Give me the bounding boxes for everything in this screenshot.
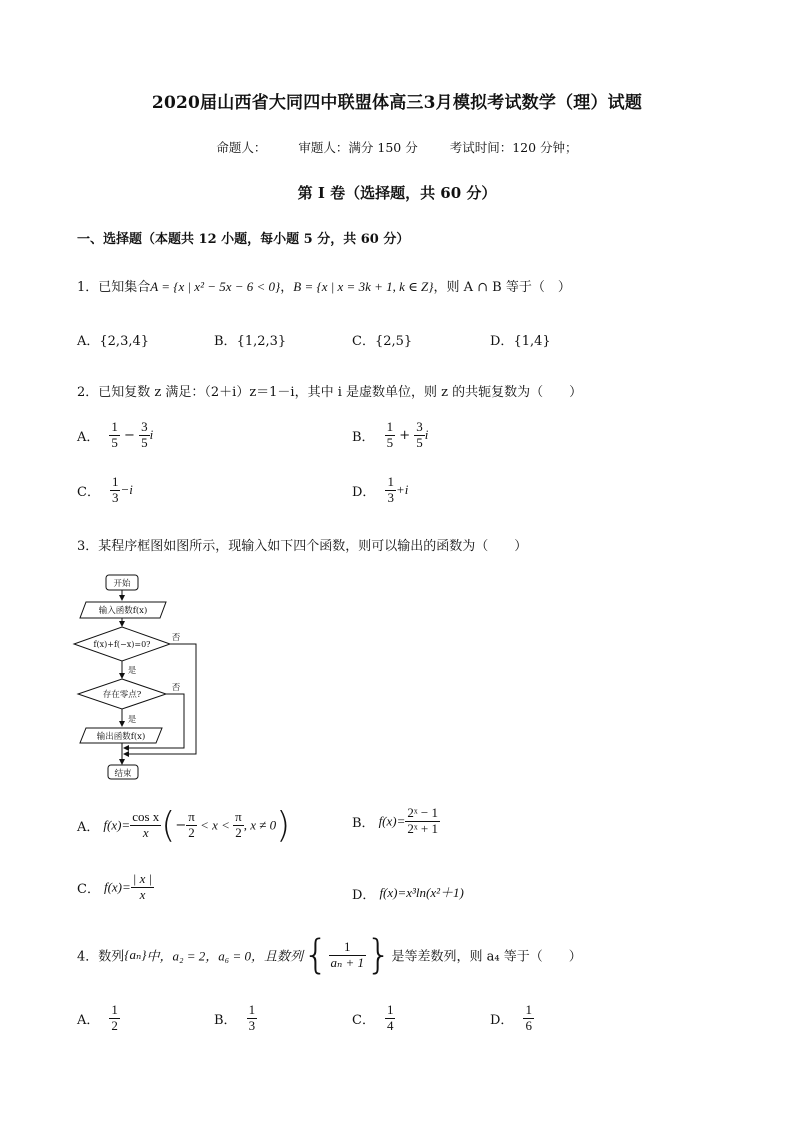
setter-label: 命题人： [216, 140, 267, 155]
fraction [109, 420, 120, 451]
option-text: {2,5} [374, 334, 413, 349]
flowchart [70, 568, 210, 783]
q2-option-c[interactable] [77, 475, 133, 506]
flow-end-label: 结束 [114, 769, 132, 779]
fraction [247, 1003, 258, 1034]
numerator: cos x [132, 809, 160, 825]
q3-option-b[interactable] [352, 806, 440, 837]
option-label: D． [352, 888, 376, 903]
fraction [130, 810, 161, 841]
brace-close: } [366, 932, 392, 978]
minus-sign: − [175, 818, 187, 833]
flow-no-2: 否 [171, 683, 181, 693]
option-label: B． [352, 815, 375, 831]
numerator: 1 [386, 419, 394, 434]
imag-term: +i [395, 481, 409, 497]
numerator: 1 [525, 1002, 532, 1017]
operator: + [399, 427, 411, 443]
question-2: 2．已知复数 z 满足：（2＋i）z＝1－i，其中 i 是虚数单位，则 z 的共轭复数为（ ） [77, 385, 583, 400]
q1-suffix: ，则 A ∩ B 等于（ ） [433, 280, 571, 295]
part-heading: 一、选择题（本题共 12 小题，每小题 5 分，共 60 分） [77, 232, 410, 247]
function-prefix: f(x)= [103, 879, 131, 895]
q1-option-b[interactable] [214, 330, 286, 349]
fraction [233, 810, 244, 841]
q3-option-a[interactable] [77, 805, 290, 846]
q1-set-a: A = {x | x² − 5x − 6 < 0} [150, 279, 281, 294]
question-1 [77, 276, 571, 295]
function-prefix: f(x)= [103, 817, 131, 833]
flow-cond2-label: 存在零点? [102, 690, 142, 700]
numerator: π [188, 809, 195, 825]
numerator: 1 [329, 940, 367, 956]
page-title: 2020届山西省大同四中联盟体高三3月模拟考试数学（理）试题 [151, 93, 643, 113]
option-label: D． [490, 334, 514, 349]
denominator: 3 [387, 489, 394, 505]
q1-sep: ， [280, 280, 294, 295]
flow-cond1-label: f(x)+f(−x)=0? [93, 640, 151, 649]
reviewer-label: 审题人：满分 150 分 [298, 140, 418, 155]
option-label: C． [77, 881, 100, 897]
fraction [414, 420, 425, 451]
section-heading: 第 I 卷（选择题，共 60 分） [297, 184, 497, 202]
option-text: {1,2,3} [236, 334, 287, 349]
q4-option-c[interactable] [352, 1003, 395, 1034]
numerator: 1 [386, 1002, 394, 1017]
q1-option-d[interactable] [490, 330, 551, 349]
denominator: 2 [235, 825, 242, 840]
numerator: 1 [387, 474, 394, 489]
flow-yes-1: 是 [127, 666, 137, 676]
option-label: A． [77, 820, 100, 835]
option-label: D． [490, 1012, 514, 1028]
numerator: | x | [132, 871, 153, 886]
denominator: 6 [525, 1017, 532, 1033]
fraction [523, 1003, 534, 1034]
flow-start-label: 开始 [113, 579, 131, 589]
denominator: 2ˣ + 1 [407, 820, 438, 836]
numerator: π [235, 809, 242, 825]
fraction [405, 806, 440, 837]
q4-prefix: 4．数列 [77, 949, 125, 965]
fraction [385, 1003, 396, 1034]
numerator: 2ˣ − 1 [407, 805, 438, 820]
denominator: 3 [248, 1017, 256, 1033]
numerator: 1 [111, 1002, 118, 1017]
option-label: A． [77, 1012, 100, 1028]
q3-option-d[interactable] [352, 882, 464, 903]
denominator: 5 [386, 434, 394, 450]
fraction [110, 475, 121, 506]
function-expression: f(x)=x³ln(x²＋1) [379, 885, 464, 900]
flow-input-label: 输入函数f(x) [98, 606, 148, 616]
question-4 [77, 932, 582, 978]
q2-option-d[interactable] [352, 475, 408, 506]
inequality: < x < [196, 817, 234, 833]
q4-conditions: 中，a₂ = 2，a₆ = 0，且数列 [146, 948, 304, 964]
fraction [139, 420, 150, 451]
option-label: C． [352, 1012, 375, 1028]
imag-unit: i [424, 426, 429, 442]
fraction [385, 420, 396, 451]
denominator: x [142, 825, 149, 840]
denominator: x [139, 886, 146, 902]
paren-open: ( [161, 805, 176, 846]
numerator: 3 [416, 419, 423, 434]
denominator: aₙ + 1 [330, 954, 365, 970]
option-text: {1,4} [513, 334, 551, 349]
denominator: 5 [416, 434, 423, 450]
denominator: 3 [111, 489, 119, 505]
exam-meta [0, 138, 794, 156]
paren-close: ) [276, 805, 291, 846]
time-label: 考试时间：120 分钟； [449, 140, 578, 155]
option-label: C． [77, 484, 100, 500]
brace-open: { [303, 932, 329, 978]
fraction [385, 475, 396, 506]
q3-option-c[interactable] [77, 872, 154, 903]
fraction [186, 810, 197, 841]
q4-option-d[interactable] [490, 1003, 534, 1034]
fraction [131, 872, 154, 903]
fraction [329, 940, 367, 971]
denominator: 4 [386, 1017, 394, 1033]
option-label: A． [77, 429, 100, 445]
imag-term: −i [120, 481, 133, 497]
question-3: 3．某程序框图如图所示，现输入如下四个函数，则可以输出的函数为（ ） [77, 539, 528, 554]
denominator: 2 [188, 825, 195, 840]
function-prefix: f(x)= [378, 813, 406, 829]
numerator: 1 [111, 419, 118, 434]
q2-option-b[interactable] [352, 420, 428, 451]
q1-option-c[interactable] [352, 330, 412, 349]
option-label: B． [214, 1012, 237, 1028]
operator: − [124, 427, 135, 443]
denominator: 5 [111, 434, 118, 450]
q1-option-a[interactable] [77, 330, 149, 349]
q2-option-a[interactable] [77, 420, 153, 451]
q1-set-b: B = {x | x = 3k + 1, k ∈ Z} [293, 279, 434, 294]
option-label: C． [352, 334, 375, 349]
fraction [109, 1003, 120, 1034]
flow-output-label: 输出函数f(x) [96, 732, 146, 742]
option-label: B． [214, 334, 237, 349]
option-label: D． [352, 484, 376, 500]
q1-prefix: 1．已知集合 [77, 280, 151, 295]
imag-unit: i [149, 426, 154, 442]
denominator: 2 [111, 1017, 118, 1033]
q4-suffix: 是等差数列，则 a₄ 等于（ ） [391, 949, 582, 965]
flow-yes-2: 是 [127, 715, 137, 725]
q4-option-a[interactable] [77, 1003, 120, 1034]
option-label: B． [352, 429, 375, 445]
option-label: A． [77, 334, 100, 349]
condition: , x ≠ 0 [243, 817, 277, 833]
q4-sequence: {aₙ} [124, 947, 147, 962]
denominator: 5 [141, 434, 148, 450]
option-text: {2,3,4} [99, 334, 150, 349]
numerator: 1 [111, 474, 119, 489]
q4-option-b[interactable] [214, 1003, 257, 1034]
flow-no-1: 否 [171, 633, 181, 643]
numerator: 1 [248, 1002, 256, 1017]
numerator: 3 [141, 419, 148, 434]
